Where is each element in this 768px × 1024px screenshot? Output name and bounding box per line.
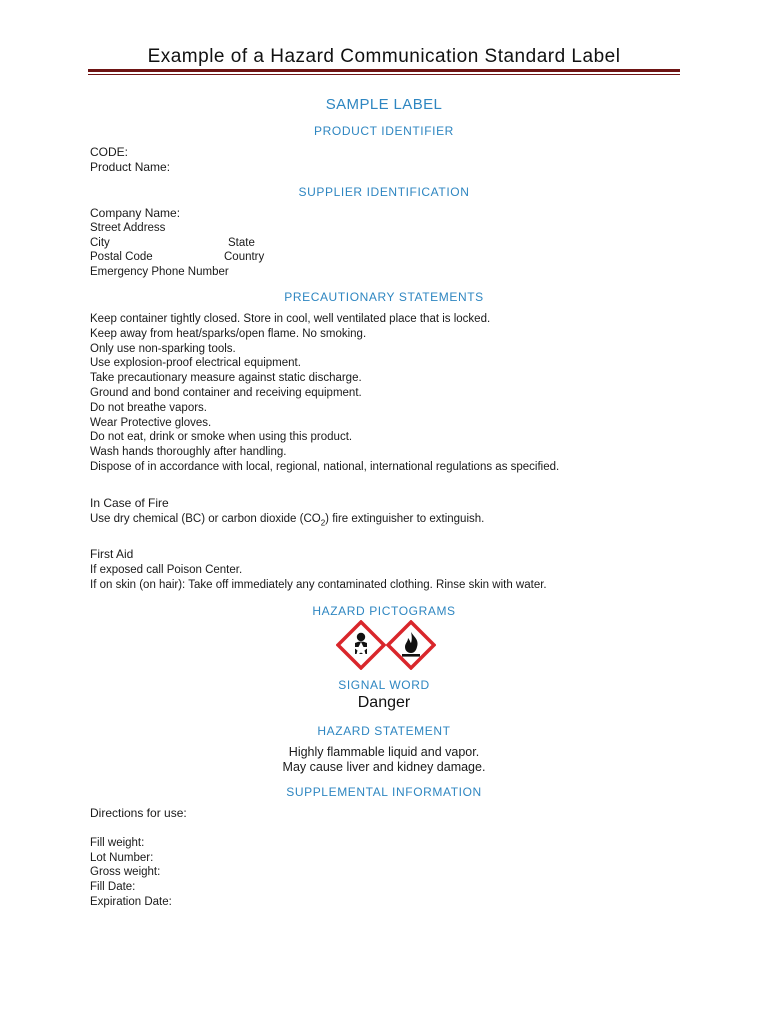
precaution-line: Take precautionary measure against static discharge. xyxy=(90,372,362,385)
precaution-line: Dispose of in accordance with local, regional, national, international regulations as specified. xyxy=(90,460,560,473)
precaution-line: Keep away from heat/sparks/open flame. No smoking. xyxy=(90,327,367,340)
state-label: State xyxy=(228,236,255,249)
precaution-line: Wash hands thoroughly after handling. xyxy=(90,446,287,459)
company-name-label: Company Name: xyxy=(90,206,181,220)
precautionary-statements-list xyxy=(90,312,559,475)
city-state-row xyxy=(90,236,264,251)
street-address-label: Street Address xyxy=(90,221,166,234)
first-aid-block xyxy=(90,547,547,592)
precautionary-statements-heading: PRECAUTIONARY STATEMENTS xyxy=(284,290,484,304)
directions-for-use-label: Directions for use: xyxy=(90,806,187,820)
supplier-identification-heading: SUPPLIER IDENTIFICATION xyxy=(298,185,470,199)
precaution-line: Ground and bond container and receiving equipment. xyxy=(90,386,362,399)
hazard-statement-text xyxy=(0,745,768,775)
document-title: Example of a Hazard Communication Standard Label xyxy=(147,46,621,67)
first-aid-line: If exposed call Poison Center. xyxy=(90,563,243,576)
product-identifier-heading: PRODUCT IDENTIFIER xyxy=(314,124,454,138)
supplemental-information-heading: SUPPLEMENTAL INFORMATION xyxy=(286,785,482,799)
sample-label-title: SAMPLE LABEL xyxy=(325,96,443,113)
title-rule-thin xyxy=(88,74,680,75)
postal-code-label: Postal Code xyxy=(90,251,153,264)
code-label: CODE: xyxy=(90,145,129,159)
co2-subscript: 2 xyxy=(320,518,326,528)
emergency-phone-label: Emergency Phone Number xyxy=(90,266,229,279)
hazard-statement-line: Highly flammable liquid and vapor. xyxy=(288,745,480,759)
hazard-pictograms xyxy=(336,620,436,670)
hazard-statement-line: May cause liver and kidney damage. xyxy=(282,760,486,774)
first-aid-heading: First Aid xyxy=(90,547,134,561)
precaution-line: Use explosion-proof electrical equipment. xyxy=(90,357,301,370)
signal-word-heading: SIGNAL WORD xyxy=(338,678,430,692)
fire-instruction xyxy=(90,512,484,531)
city-label: City xyxy=(90,236,110,249)
expiration-date-label: Expiration Date: xyxy=(90,895,172,908)
fill-date-label: Fill Date: xyxy=(90,881,136,894)
blank-spacer xyxy=(90,821,187,836)
signal-word-value: Danger xyxy=(357,694,411,711)
gross-weight-label: Gross weight: xyxy=(90,866,161,879)
precaution-line: Wear Protective gloves. xyxy=(90,416,212,429)
first-aid-line: If on skin (on hair): Take off immediately any contaminated clothing. Rinse skin with water. xyxy=(90,578,547,591)
product-identifier-block xyxy=(90,145,170,175)
precaution-line: Do not breathe vapors. xyxy=(90,401,207,414)
health-hazard-icon xyxy=(336,620,386,670)
product-name-label: Product Name: xyxy=(90,159,171,174)
lot-number-label: Lot Number: xyxy=(90,851,154,864)
precaution-line: Do not eat, drink or smoke when using this product. xyxy=(90,431,353,444)
fire-text-before: Use dry chemical (BC) or carbon dioxide (CO xyxy=(90,512,321,525)
in-case-of-fire-block xyxy=(90,496,484,531)
postal-country-row xyxy=(90,250,264,265)
fire-text-after: ) fire extinguisher to extinguish. xyxy=(325,512,485,525)
hazard-pictograms-heading: HAZARD PICTOGRAMS xyxy=(312,604,456,618)
supplemental-information-block xyxy=(90,806,187,910)
hazard-statement-heading: HAZARD STATEMENT xyxy=(317,724,451,738)
flame-icon xyxy=(386,620,436,670)
precaution-line: Keep container tightly closed. Store in cool, well ventilated place that is locked. xyxy=(90,313,491,325)
title-rule-thick xyxy=(88,69,680,72)
country-label: Country xyxy=(224,251,265,264)
precaution-line: Only use non-sparking tools. xyxy=(90,342,236,355)
in-case-of-fire-heading: In Case of Fire xyxy=(90,496,169,510)
supplier-identification-block xyxy=(90,206,264,280)
fill-weight-label: Fill weight: xyxy=(90,836,145,849)
